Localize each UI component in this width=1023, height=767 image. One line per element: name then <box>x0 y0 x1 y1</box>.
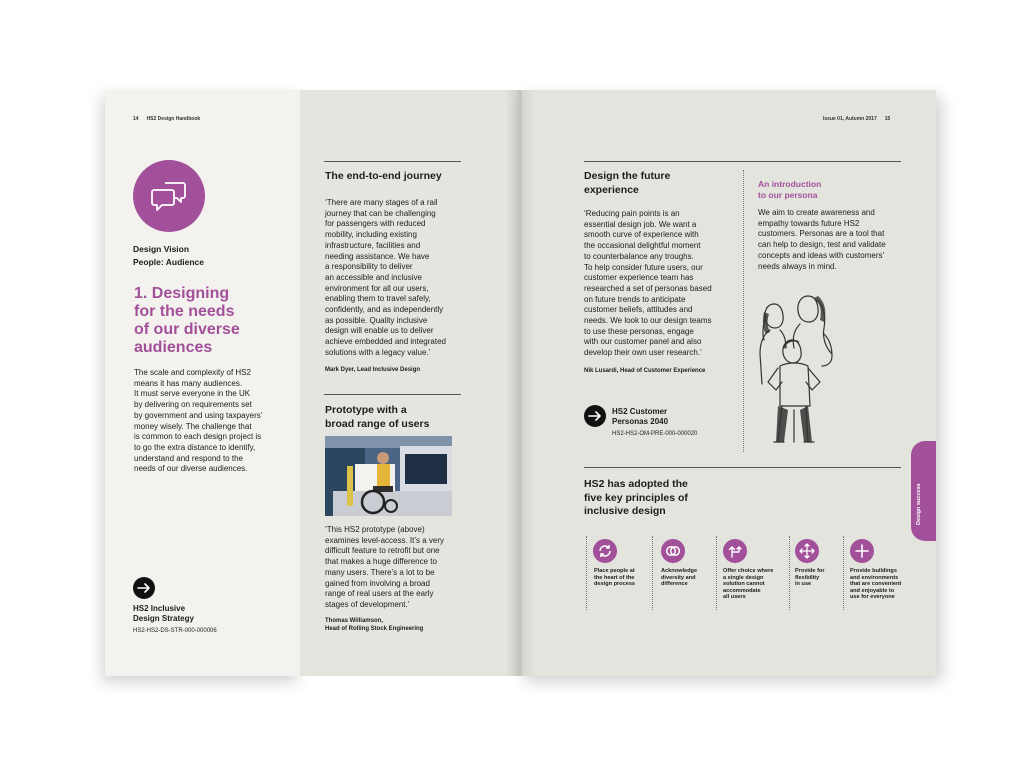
principle-divider <box>843 536 844 610</box>
principle-5-text <box>850 568 901 601</box>
right-page-number: 15 <box>884 116 891 122</box>
principle-divider <box>652 536 653 610</box>
left-folio-title: HS2 Design Handbook <box>146 116 201 122</box>
intro-paragraph <box>134 368 294 475</box>
section-label-line: People: Audience <box>133 257 205 267</box>
prototype-title-line: Prototype with a <box>325 404 407 416</box>
column-rule <box>584 467 901 468</box>
quote-line: customer beliefs, attitudes and <box>584 305 693 315</box>
principles-title-line: five key principles of <box>584 491 688 504</box>
section-label <box>133 243 204 269</box>
column-rule <box>324 161 461 162</box>
quote-line: smooth curve of experience with <box>584 230 699 240</box>
intro-line: needs of our diverse audiences. <box>134 464 248 474</box>
right-folio <box>823 116 890 122</box>
side-tab-label: Design success <box>916 483 922 525</box>
column-rule <box>584 161 901 162</box>
section-side-tab[interactable] <box>911 441 936 541</box>
quote-line: journey that can be challenging <box>325 208 436 218</box>
principles-title <box>584 478 688 519</box>
quote-line: to counterbalance any troughs. <box>584 251 694 261</box>
intro-line: The scale and complexity of HS2 <box>134 368 251 377</box>
quote-line: develop their own user research.’ <box>584 348 702 358</box>
quote-line: that makes a huge difference to <box>325 557 437 567</box>
intro-line: It must serve everyone in the UK <box>134 389 251 399</box>
principle-line: and environments <box>850 574 899 581</box>
quote-line: as possible. Quality inclusive <box>325 315 428 325</box>
principle-divider <box>716 536 717 610</box>
persona-line: concepts and ideas with customers’ <box>758 250 885 260</box>
principle-4-text <box>795 568 825 588</box>
quote-line: needs. We look to our design teams <box>584 316 712 326</box>
intro-line: by delivering on requirements set <box>134 400 252 410</box>
personas-reference-title[interactable] <box>612 407 668 427</box>
four-way-arrows-icon <box>795 539 819 563</box>
principle-line: Offer choice where <box>723 568 774 574</box>
intro-line: is common to each design project is <box>134 432 262 442</box>
left-page-number: 14 <box>133 116 139 122</box>
quote-line: stages of development.’ <box>325 599 410 609</box>
principle-divider <box>789 536 790 610</box>
quote-line: essential design job. We want a <box>584 219 697 229</box>
principle-divider <box>586 536 587 610</box>
persona-line: needs always in mind. <box>758 261 837 271</box>
prototype-credit <box>325 617 423 633</box>
quote-line: design will enable us to deliver <box>325 326 434 336</box>
persona-line: empathy towards future HS2 <box>758 218 860 228</box>
quote-line: infrastructure, facilities and <box>325 240 421 250</box>
principle-line: all users <box>723 594 746 601</box>
section-label-line: Design Vision <box>133 244 190 254</box>
quote-line: needing assistance. We have <box>325 251 430 261</box>
quote-line: confidently, and as independently <box>325 305 444 315</box>
prototype-title-line: broad range of users <box>325 417 430 430</box>
principle-line: use for everyone <box>850 594 895 601</box>
quote-line: researched a set of personas based <box>584 283 712 293</box>
quote-line: ‘There are many stages of a rail <box>325 198 438 207</box>
prototype-title <box>325 404 429 431</box>
speech-bubbles-icon <box>133 160 205 232</box>
cycle-arrows-icon <box>593 539 617 563</box>
quote-line: solutions with a legacy value.’ <box>325 347 431 357</box>
quote-line: on future trends to anticipate <box>584 294 686 304</box>
persona-line: can help to design, test and validate <box>758 240 886 250</box>
future-title-line: Design the future <box>584 170 671 182</box>
intro-line: means it has many audiences. <box>134 378 243 388</box>
quote-line: environment for all our users, <box>325 283 429 293</box>
overlapping-rings-icon <box>661 539 685 563</box>
intro-line: understand and respond to the <box>134 453 243 463</box>
quote-line: an accessible and inclusive <box>325 272 422 282</box>
column-divider <box>743 170 744 452</box>
quote-line: for passengers with reduced <box>325 219 426 229</box>
principle-line: accommodate <box>723 587 761 594</box>
ref-title-line: HS2 Inclusive <box>133 604 186 613</box>
future-title-line: experience <box>584 183 639 196</box>
page-headline <box>134 285 240 357</box>
principle-line: Acknowledge <box>661 568 698 574</box>
quote-line: mobility, including existing <box>325 230 417 240</box>
persona-title-line: An introduction <box>758 179 822 189</box>
reference-arrow-icon[interactable] <box>584 405 606 427</box>
prototype-quote <box>325 525 465 611</box>
headline-line: of our diverse <box>134 321 240 338</box>
quote-line: gained from involving a broad <box>325 578 430 588</box>
left-folio <box>133 116 208 122</box>
intro-line: to go the extra distance to identify, <box>134 442 256 452</box>
principle-line: Provide buildings <box>850 568 897 574</box>
headline-line: 1. Designing <box>134 285 230 302</box>
quote-line: achieve embedded and integrated <box>325 337 446 347</box>
quote-line: difficult feature to retrofit but one <box>325 546 440 556</box>
right-folio-issue: Issue 01, Autumn 2017 <box>823 116 877 122</box>
journey-quote <box>325 198 465 359</box>
ref-title-line: HS2 Customer <box>612 407 668 416</box>
intro-line: money wisely. The challenge that <box>134 421 252 431</box>
principles-title-line: inclusive design <box>584 505 666 517</box>
strategy-reference-title[interactable] <box>133 604 194 624</box>
quote-line: range of real users at the early <box>325 589 434 599</box>
future-credit: Nik Lusardi, Head of Customer Experience <box>584 368 706 374</box>
principle-line: difference <box>661 581 688 588</box>
principle-line: diversity and <box>661 574 696 581</box>
plus-icon <box>850 539 874 563</box>
credit-line: Thomas Williamson, <box>325 618 383 624</box>
principles-title-line: HS2 has adopted the <box>584 478 688 490</box>
principle-line: Place people at <box>594 568 635 574</box>
quote-line: ‘This HS2 prototype (above) <box>325 525 425 534</box>
quote-line: ‘Reducing pain points is an <box>584 209 680 218</box>
headline-line: audiences <box>134 339 213 356</box>
quote-line: examines level-access. It’s a very <box>325 535 445 545</box>
column-rule <box>324 394 461 395</box>
quote-line: customer experience team has <box>584 273 694 283</box>
quote-line: the occasional delightful moment <box>584 241 701 251</box>
persona-title-line: to our persona <box>758 189 818 200</box>
future-quote <box>584 209 734 359</box>
principle-3-text <box>723 568 773 601</box>
principle-line: in use <box>795 581 812 588</box>
persona-body <box>758 208 908 272</box>
principle-line: Provide for <box>795 568 825 574</box>
headline-line: for the needs <box>134 303 235 320</box>
principle-line: design process <box>594 581 636 588</box>
ref-title-line: Design Strategy <box>133 614 194 623</box>
future-title <box>584 170 670 197</box>
ref-title-line: Personas 2040 <box>612 417 669 426</box>
principle-line: and enjoyable to <box>850 587 895 594</box>
quote-line: enabling them to travel safely, <box>325 294 431 304</box>
principle-line: a single design <box>723 574 764 581</box>
principle-line: that are convenient <box>850 581 902 588</box>
quote-line: to use these personas, engage <box>584 326 694 336</box>
reference-arrow-icon[interactable] <box>133 577 155 599</box>
quote-line: with our customer panel and also <box>584 337 702 347</box>
prototype-photo <box>325 436 452 516</box>
journey-title: The end-to-end journey <box>325 170 442 182</box>
persona-line: customers. Personas are a tool that <box>758 229 885 239</box>
principle-1-text <box>594 568 635 588</box>
intro-line: by government and using taxpayers’ <box>134 410 263 420</box>
principle-line: the heart of the <box>594 574 635 581</box>
journey-credit: Mark Dyer, Lead Inclusive Design <box>325 367 421 373</box>
branching-arrows-icon <box>723 539 747 563</box>
book-spine-shadow <box>505 90 535 676</box>
principle-line: solution cannot <box>723 581 765 588</box>
personas-reference-code: HS2-HS2-OM-PRE-000-000020 <box>612 431 698 437</box>
quote-line: a responsibility to deliver <box>325 262 413 272</box>
strategy-reference-code: HS2-HS2-DS-STR-000-000006 <box>133 628 217 634</box>
credit-line: Head of Rolling Stock Engineering <box>325 626 424 632</box>
principle-2-text <box>661 568 697 588</box>
principle-line: flexibility <box>795 574 820 581</box>
quote-line: many users. There’s a lot to be <box>325 567 435 577</box>
quote-line: To help consider future users, our <box>584 262 703 272</box>
persona-title <box>758 179 821 200</box>
persona-illustration <box>756 290 846 450</box>
persona-line: We aim to create awareness and <box>758 208 875 217</box>
